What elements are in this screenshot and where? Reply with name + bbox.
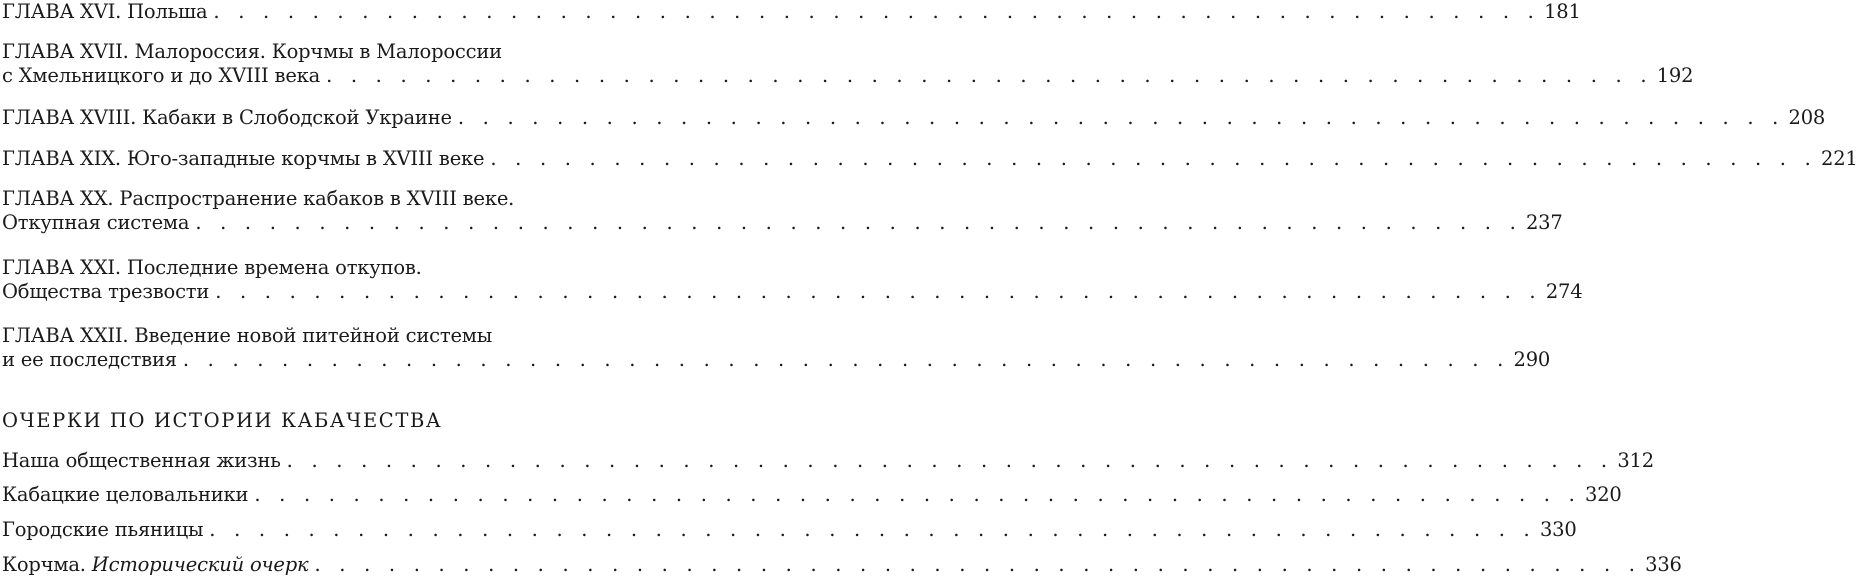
toc-entry-essay-3 [2, 518, 1577, 542]
section-title: ОЧЕРКИ ПО ИСТОРИИ КАБАЧЕСТВА [2, 409, 443, 432]
toc-page-number: 274 [1545, 280, 1583, 303]
toc-entry-title: ГЛАВА XIX. Юго-западные корчмы в XVIII веке [2, 147, 485, 170]
dot-leader: . . . . . . . . . . . . . . . . . . . . . . . . . . . . . . . . . . . . . . . . . . . . . . . . . . . . . . [254, 483, 1581, 506]
toc-entry-title-continued: Общества трезвости [2, 280, 210, 303]
dot-leader: . . . . . . . . . . . . . . . . . . . . . . . . . . . . . . . . . . . . . . . . . . . . . . . . . . . . . . [213, 0, 1541, 23]
toc-entry-title-continued: с Хмельницкого и до XVIII века [2, 64, 321, 87]
dot-leader: . . . . . . . . . . . . . . . . . . . . . . . . . . . . . . . . . . . . . . . . . . . . . . . . . . . . . . [215, 280, 1542, 303]
toc-page-number: 290 [1513, 348, 1551, 371]
toc-entry-title: ГЛАВА XVI. Польша [2, 0, 208, 23]
toc-entry-chapter-22 [2, 324, 1551, 372]
toc-entry-title: ГЛАВА XVII. Малороссия. Корчмы в Малороссии [2, 40, 502, 63]
dot-leader: . . . . . . . . . . . . . . . . . . . . . . . . . . . . . . . . . . . . . . . . . . . . . . . . . . . . . . [286, 449, 1614, 472]
toc-page-number: 330 [1539, 518, 1577, 541]
toc-entry-essay-1 [2, 449, 1654, 473]
toc-page-number: 192 [1656, 64, 1694, 87]
toc-entry-essay-4 [2, 553, 1682, 577]
toc-page-number: 208 [1788, 106, 1826, 129]
toc-entry-title: ГЛАВА XX. Распространение кабаков в XVIII веке. [2, 187, 515, 210]
toc-page-number: 320 [1584, 483, 1622, 506]
dot-leader: . . . . . . . . . . . . . . . . . . . . . . . . . . . . . . . . . . . . . . . . . . . . . . . . . . . . . . [314, 553, 1642, 576]
dot-leader: . . . . . . . . . . . . . . . . . . . . . . . . . . . . . . . . . . . . . . . . . . . . . . . . . . . . . . [182, 348, 1510, 371]
dot-leader: . . . . . . . . . . . . . . . . . . . . . . . . . . . . . . . . . . . . . . . . . . . . . . . . . . . . . . [457, 106, 1785, 129]
toc-entry-title: Кабацкие целовальники [2, 483, 249, 506]
dot-leader: . . . . . . . . . . . . . . . . . . . . . . . . . . . . . . . . . . . . . . . . . . . . . . . . . . . . . . [195, 211, 1522, 234]
toc-entry-chapter-20 [2, 187, 1563, 235]
toc-entry-chapter-19 [2, 147, 1858, 171]
dot-leader: . . . . . . . . . . . . . . . . . . . . . . . . . . . . . . . . . . . . . . . . . . . . . . . . . . . . . . [326, 64, 1653, 87]
dot-leader: . . . . . . . . . . . . . . . . . . . . . . . . . . . . . . . . . . . . . . . . . . . . . . . . . . . . . . [490, 147, 1817, 170]
toc-page-number: 221 [1821, 147, 1858, 170]
toc-entry-chapter-18 [2, 106, 1826, 130]
toc-page-number: 237 [1525, 211, 1563, 234]
toc-page-number: 312 [1617, 449, 1654, 472]
toc-entry-title: Наша общественная жизнь [2, 449, 281, 472]
toc-entry-title-continued: Откупная система [2, 211, 190, 234]
toc-entry-title [2, 553, 309, 577]
toc-page-number: 181 [1544, 0, 1581, 23]
toc-entry-title: ГЛАВА XXI. Последние времена откупов. [2, 256, 422, 279]
dot-leader: . . . . . . . . . . . . . . . . . . . . . . . . . . . . . . . . . . . . . . . . . . . . . . . . . . . . . . [209, 518, 1536, 541]
toc-entry-title: ГЛАВА XVIII. Кабаки в Слободской Украине [2, 106, 452, 129]
toc-entry-title: Городские пьяницы [2, 518, 204, 541]
toc-entry-chapter-16 [2, 0, 1581, 24]
toc-entry-essay-2 [2, 483, 1622, 507]
toc-entry-title-continued: и ее последствия [2, 348, 177, 371]
toc-entry-title-plain: Корчма. [2, 553, 92, 576]
toc-entry-chapter-17 [2, 40, 1694, 88]
toc-page-number: 336 [1645, 553, 1682, 576]
toc-entry-chapter-21 [2, 256, 1583, 304]
toc-entry-title: ГЛАВА XXII. Введение новой питейной системы [2, 324, 493, 347]
toc-entry-subtitle-italic: Исторический очерк [91, 553, 309, 576]
